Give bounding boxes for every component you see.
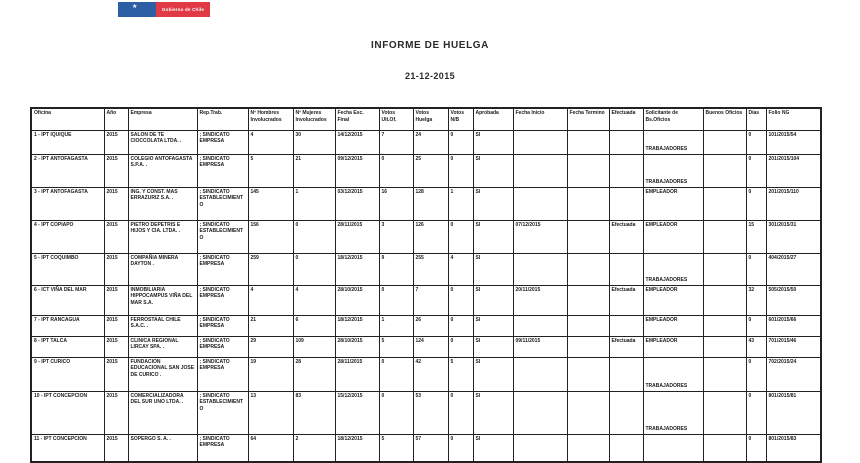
table-cell: 26: [413, 315, 448, 336]
table-cell: COMERCIALIZADORA DEL SUR UNO LTDA. .: [128, 391, 197, 434]
table-cell: 404/2015/27: [766, 253, 821, 285]
table-cell: 18/12/2015: [335, 434, 379, 462]
table-cell: 0: [746, 187, 766, 220]
table-cell: 0: [746, 434, 766, 462]
table-cell: [567, 154, 609, 187]
table-cell: 19: [248, 357, 293, 391]
table-cell: 09/12/2015: [335, 154, 379, 187]
table-cell: EMPLEADOR: [643, 336, 703, 357]
table-cell: Efectuada: [609, 336, 643, 357]
table-cell: SOPERGO S. A. .: [128, 434, 197, 462]
table-cell: 4 - IPT COPIAPO: [31, 220, 104, 253]
table-cell: [703, 220, 746, 253]
table-cell: ; SINDICATO EMPRESA: [197, 154, 248, 187]
table-row: [31, 130, 821, 154]
table-row: [31, 336, 821, 357]
table-cell: [567, 336, 609, 357]
chile-flag-blue-block: [118, 2, 156, 17]
table-cell: 25: [413, 154, 448, 187]
table-cell: SALON DE TE CIOCCOLATA LTDA. .: [128, 130, 197, 154]
table-cell: SI: [473, 434, 513, 462]
table-cell: Efectuada: [609, 285, 643, 315]
table-cell: 21: [248, 315, 293, 336]
table-cell: [567, 391, 609, 434]
table-cell: 2015: [104, 187, 128, 220]
column-header: Fecha Termino: [567, 108, 609, 130]
table-cell: [567, 434, 609, 462]
column-header: Buenos Oficios: [703, 108, 746, 130]
table-cell: 0: [293, 253, 335, 285]
table-cell: 43: [746, 336, 766, 357]
table-cell: ; SINDICATO EMPRESA: [197, 285, 248, 315]
table-cell: 2 - IPT ANTOFAGASTA: [31, 154, 104, 187]
table-cell: [609, 130, 643, 154]
table-cell: 2: [293, 434, 335, 462]
table-cell: 28/11/2015: [335, 220, 379, 253]
table-cell: 0: [448, 336, 473, 357]
table-cell: 28/11/2015: [335, 357, 379, 391]
table-cell: SI: [473, 315, 513, 336]
table-cell: 30: [293, 130, 335, 154]
table-cell: EMPLEADOR: [643, 220, 703, 253]
table-cell: 14/12/2015: [335, 130, 379, 154]
table-cell: [703, 154, 746, 187]
table-cell: 0: [746, 391, 766, 434]
table-row: [31, 187, 821, 220]
strike-table: [30, 107, 822, 463]
table-cell: INMOBILIARIA HIPPOCAMPUS VIÑA DEL MAR S.A.: [128, 285, 197, 315]
table-cell: [703, 253, 746, 285]
table-cell: 505/2015/50: [766, 285, 821, 315]
table-cell: [567, 187, 609, 220]
table-cell: [643, 434, 703, 462]
column-header: Solicitante de Bs.Oficios: [643, 108, 703, 130]
table-cell: 255: [413, 253, 448, 285]
table-cell: 2015: [104, 154, 128, 187]
table-cell: [513, 253, 567, 285]
table-cell: 3 - IPT ANTOFAGASTA: [31, 187, 104, 220]
table-cell: [703, 315, 746, 336]
table-cell: [703, 434, 746, 462]
table-cell: [567, 357, 609, 391]
table-cell: 0: [746, 130, 766, 154]
table-cell: [567, 315, 609, 336]
table-cell: [513, 357, 567, 391]
table-cell: 1: [379, 315, 413, 336]
table-cell: 2015: [104, 434, 128, 462]
table-cell: 1: [293, 187, 335, 220]
table-cell: 9 - IPT CURICO: [31, 357, 104, 391]
table-cell: TRABAJADORES: [643, 154, 703, 187]
table-cell: TRABAJADORES: [643, 391, 703, 434]
table-cell: 0: [448, 434, 473, 462]
page-title: INFORME DE HUELGA: [371, 40, 489, 51]
table-cell: 7 - IPT RANCAGUA: [31, 315, 104, 336]
table-cell: 109: [293, 336, 335, 357]
table-cell: 0: [746, 357, 766, 391]
table-cell: 128: [413, 187, 448, 220]
table-cell: 0: [379, 154, 413, 187]
table-cell: 3: [379, 220, 413, 253]
column-header: Año: [104, 108, 128, 130]
table-cell: [703, 391, 746, 434]
table-cell: [609, 434, 643, 462]
table-cell: 145: [248, 187, 293, 220]
table-cell: 24: [413, 130, 448, 154]
table-cell: TRABAJADORES: [643, 130, 703, 154]
table-cell: 0: [379, 357, 413, 391]
table-cell: ; SINDICATO ESTABLECIMIENTO: [197, 391, 248, 434]
table-cell: 259: [248, 253, 293, 285]
table-cell: 18/12/2015: [335, 315, 379, 336]
table-cell: COLEGIO ANTOFAGASTA S.P.A. .: [128, 154, 197, 187]
table-cell: 2015: [104, 130, 128, 154]
table-cell: 801/2015/83: [766, 434, 821, 462]
table-cell: 201/2015/104: [766, 154, 821, 187]
table-cell: 5 - IPT COQUIMBO: [31, 253, 104, 285]
table-cell: 601/2015/66: [766, 315, 821, 336]
table-cell: 0: [448, 391, 473, 434]
chile-flag-star-icon: ★: [132, 4, 138, 10]
table-cell: 0: [746, 253, 766, 285]
column-header: Votos Huelga: [413, 108, 448, 130]
table-row: [31, 154, 821, 187]
table-cell: ; SINDICATO EMPRESA: [197, 253, 248, 285]
table-row: [31, 253, 821, 285]
table-cell: [567, 285, 609, 315]
column-header: Nº Mujeres Involucrados: [293, 108, 335, 130]
table-cell: ; SINDICATO ESTABLECIMIENTO: [197, 220, 248, 253]
table-cell: ; SINDICATO ESTABLECIMIENTO: [197, 187, 248, 220]
table-cell: 15/12/2015: [335, 391, 379, 434]
table-cell: 2015: [104, 285, 128, 315]
table-cell: [513, 315, 567, 336]
table-cell: 4: [248, 285, 293, 315]
table-cell: 32: [746, 285, 766, 315]
table-cell: 2015: [104, 357, 128, 391]
table-cell: 83: [293, 391, 335, 434]
table-cell: [513, 434, 567, 462]
table-cell: ; SINDICATO EMPRESA: [197, 434, 248, 462]
table-cell: ; SINDICATO EMPRESA: [197, 357, 248, 391]
table-cell: 11 - IPT CONCEPCION: [31, 434, 104, 462]
table-cell: 0: [448, 154, 473, 187]
table-cell: PIETRO DEPETRIS E HIJOS Y CIA. LTDA. .: [128, 220, 197, 253]
table-cell: 0: [448, 130, 473, 154]
table-cell: 101/2015/54: [766, 130, 821, 154]
table-cell: 2015: [104, 391, 128, 434]
table-cell: 7: [413, 285, 448, 315]
column-header: Votos Ult.Of.: [379, 108, 413, 130]
table-cell: 6 - ICT VIÑA DEL MAR: [31, 285, 104, 315]
table-cell: 18/12/2015: [335, 253, 379, 285]
table-cell: 20/11/2015: [513, 285, 567, 315]
table-cell: 156: [248, 220, 293, 253]
gobierno-de-chile-logo: [118, 2, 210, 17]
table-cell: EMPLEADOR: [643, 315, 703, 336]
table-cell: SI: [473, 220, 513, 253]
table-cell: Efectuada: [609, 220, 643, 253]
table-cell: SI: [473, 357, 513, 391]
table-cell: ING. Y CONST. MAS ERRAZURIZ S.A. .: [128, 187, 197, 220]
table-cell: [513, 130, 567, 154]
table-cell: 28: [293, 357, 335, 391]
column-header: Efectuada: [609, 108, 643, 130]
table-cell: 1 - IPT IQUIQUE: [31, 130, 104, 154]
column-header: Rep.Trab.: [197, 108, 248, 130]
table-row: [31, 315, 821, 336]
table-cell: 57: [413, 434, 448, 462]
table-row: [31, 434, 821, 462]
column-header: Nº Hombres Involucrados: [248, 108, 293, 130]
table-cell: EMPLEADOR: [643, 285, 703, 315]
table-cell: SI: [473, 336, 513, 357]
table-cell: 0: [379, 391, 413, 434]
table-cell: [703, 336, 746, 357]
table-row: [31, 220, 821, 253]
table-cell: TRABAJADORES: [643, 357, 703, 391]
table-cell: 42: [413, 357, 448, 391]
table-cell: 701/2015/46: [766, 336, 821, 357]
table-cell: 0: [746, 315, 766, 336]
column-header: Días: [746, 108, 766, 130]
table-cell: 4: [293, 285, 335, 315]
table-cell: 0: [448, 220, 473, 253]
table-cell: 29: [248, 336, 293, 357]
table-cell: 702/2015/24: [766, 357, 821, 391]
report-date: 21-12-2015: [404, 71, 456, 81]
table-cell: 0: [448, 285, 473, 315]
table-cell: 64: [248, 434, 293, 462]
table-cell: 5: [248, 154, 293, 187]
table-cell: 0: [293, 220, 335, 253]
table-cell: 0: [379, 285, 413, 315]
table-cell: 13: [248, 391, 293, 434]
table-cell: FUNDACION EDUCACIONAL SAN JOSE DE CURICO .: [128, 357, 197, 391]
column-header: Fecha Inicio: [513, 108, 567, 130]
table-cell: 2015: [104, 336, 128, 357]
table-cell: 5: [448, 357, 473, 391]
table-cell: [703, 285, 746, 315]
table-cell: [703, 187, 746, 220]
table-cell: 1: [448, 187, 473, 220]
table-cell: SI: [473, 253, 513, 285]
table-cell: 53: [413, 391, 448, 434]
table-cell: 124: [413, 336, 448, 357]
table-cell: 16: [379, 187, 413, 220]
table-cell: [513, 154, 567, 187]
table-cell: 07/12/2015: [513, 220, 567, 253]
table-cell: [567, 220, 609, 253]
table-cell: 7: [379, 130, 413, 154]
table-cell: 2015: [104, 253, 128, 285]
table-cell: 4: [248, 130, 293, 154]
table-row: [31, 391, 821, 434]
column-header: Aprobada: [473, 108, 513, 130]
table-cell: [609, 315, 643, 336]
table-cell: 09/11/2015: [513, 336, 567, 357]
table-cell: [567, 253, 609, 285]
table-cell: [703, 357, 746, 391]
table-cell: 15: [746, 220, 766, 253]
column-header: Fecha Esc. Final: [335, 108, 379, 130]
table-cell: 21: [293, 154, 335, 187]
table-cell: 201/2015/110: [766, 187, 821, 220]
table-cell: ; SINDICATO EMPRESA: [197, 315, 248, 336]
table-row: [31, 285, 821, 315]
table-cell: 8 - IPT TALCA: [31, 336, 104, 357]
column-header: Folio NG: [766, 108, 821, 130]
table-cell: 10 - IPT CONCEPCION: [31, 391, 104, 434]
table-cell: [609, 253, 643, 285]
table-cell: 0: [448, 315, 473, 336]
table-cell: TRABAJADORES: [643, 253, 703, 285]
table-cell: 5: [379, 336, 413, 357]
table-cell: ; SINDICATO EMPRESA: [197, 130, 248, 154]
table-cell: 9: [379, 253, 413, 285]
table-cell: [567, 130, 609, 154]
table-cell: SI: [473, 391, 513, 434]
table-cell: SI: [473, 154, 513, 187]
table-cell: EMPLEADOR: [643, 187, 703, 220]
table-cell: 28/10/2015: [335, 336, 379, 357]
table-cell: [609, 391, 643, 434]
table-cell: [609, 187, 643, 220]
table-cell: [609, 154, 643, 187]
table-cell: 6: [293, 315, 335, 336]
table-cell: [703, 130, 746, 154]
table-cell: SI: [473, 285, 513, 315]
column-header: Votos N/B: [448, 108, 473, 130]
table-cell: COMPAÑIA MINERA DAYTON .: [128, 253, 197, 285]
table-cell: 301/2015/31: [766, 220, 821, 253]
table-cell: [609, 357, 643, 391]
table-cell: FERROSTAAL CHILE S.A.C. .: [128, 315, 197, 336]
table-cell: 2015: [104, 315, 128, 336]
table-cell: SI: [473, 187, 513, 220]
table-cell: 28/10/2015: [335, 285, 379, 315]
column-header: Oficina: [31, 108, 104, 130]
table-cell: [513, 391, 567, 434]
table-row: [31, 357, 821, 391]
logo-wordmark: Gobierno de Chile: [156, 2, 210, 17]
table-cell: 03/12/2015: [335, 187, 379, 220]
table-cell: CLINICA REGIONAL LIRCAY SPA. .: [128, 336, 197, 357]
table-cell: 4: [448, 253, 473, 285]
header-row: [31, 108, 821, 130]
table-cell: ; SINDICATO EMPRESA: [197, 336, 248, 357]
table-cell: 0: [746, 154, 766, 187]
table-cell: SI: [473, 130, 513, 154]
table-cell: 126: [413, 220, 448, 253]
column-header: Empresa: [128, 108, 197, 130]
table-cell: [513, 187, 567, 220]
table-cell: 5: [379, 434, 413, 462]
table-cell: 2015: [104, 220, 128, 253]
table-cell: 801/2015/81: [766, 391, 821, 434]
